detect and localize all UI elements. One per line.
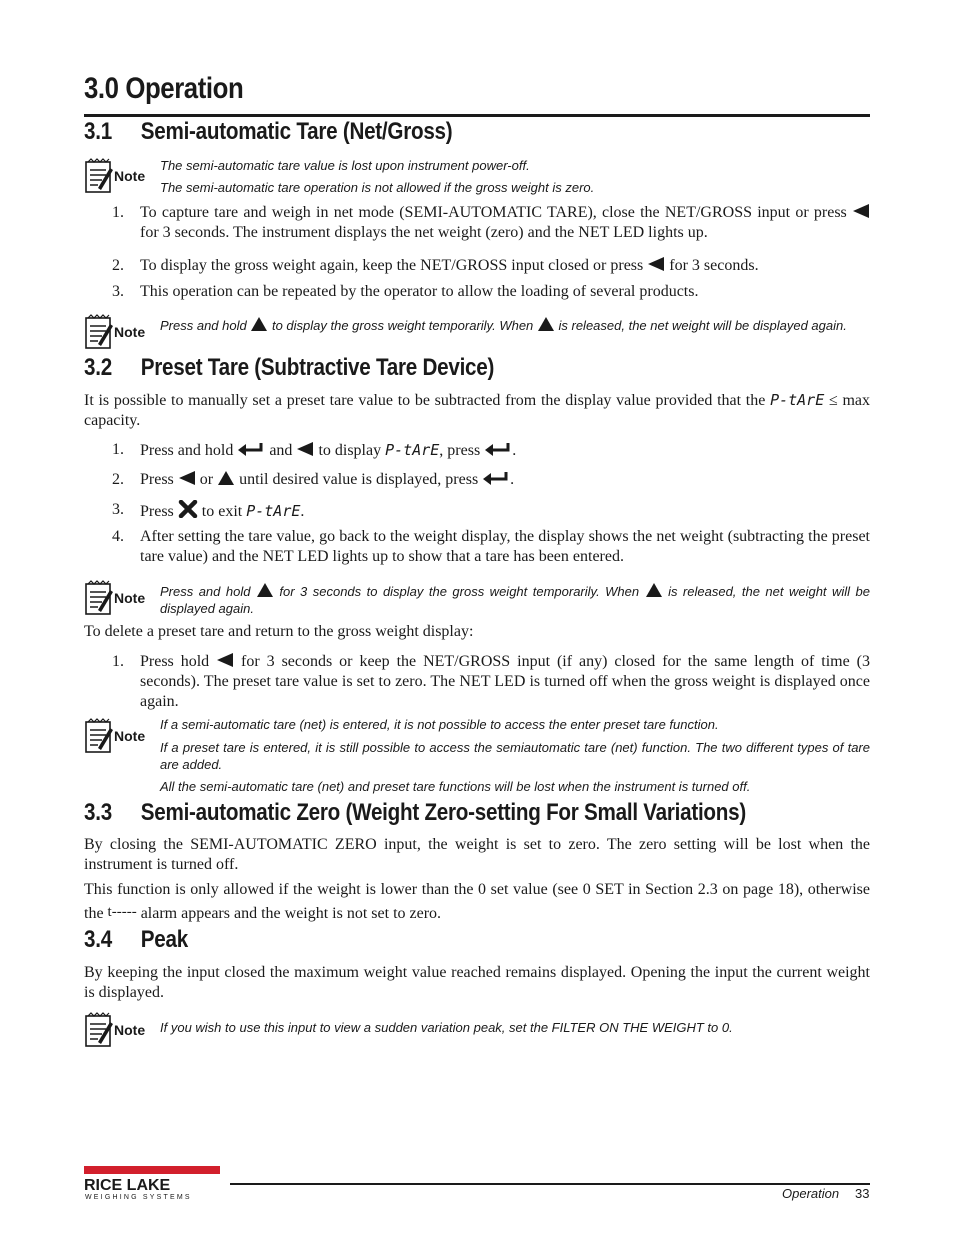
footer-rule	[230, 1183, 870, 1185]
paragraph: To delete a preset tare and return to the gross weight display:	[84, 623, 474, 640]
enter-key-icon	[484, 441, 512, 457]
page-number: 33	[855, 1186, 870, 1201]
left-arrow-icon	[647, 256, 665, 272]
list-number: 1.	[112, 441, 124, 458]
list-number: 3.	[112, 501, 124, 518]
list-item	[112, 256, 870, 276]
rice-lake-logo	[84, 1166, 224, 1200]
title-rule	[84, 114, 870, 117]
x-key-icon	[178, 500, 198, 518]
footer-section: Operation	[782, 1186, 840, 1201]
paragraph: It is possible to manually set a preset tare value to be subtracted from the display value provided that the P-tArE ≤ max capacity.	[84, 391, 871, 429]
note-text: All the semi-automatic tare (net) and preset tare functions will be lost when the instrument is turned off.	[160, 779, 751, 794]
page-title: 3.0 Operation	[84, 72, 244, 105]
up-arrow-icon	[645, 582, 663, 598]
note-text: The semi-automatic tare operation is not allowed if the gross weight is zero.	[160, 180, 595, 195]
enter-key-icon	[237, 441, 265, 457]
list-number: 2.	[112, 257, 124, 274]
list-item: 1. Press hold for 3 seconds or keep the NET/GROSS input (if any) closed for the same length of time (3 seconds). The preset tare value is set to zero. The NET LED is turned off when the gross weight is displayed once again.	[112, 653, 870, 710]
section-3-3-heading	[84, 799, 746, 827]
section-3-2-heading	[84, 354, 494, 382]
note-text: Press and hold to display the gross weight temporarily. When is released, the net weight will be displayed again.	[160, 318, 847, 333]
list-number: 1.	[112, 204, 124, 221]
display-code: t-----	[107, 904, 137, 920]
section-3-1-heading	[84, 118, 452, 146]
list-number: 1.	[112, 653, 124, 670]
left-arrow-icon	[178, 470, 196, 486]
section-3-4-heading	[84, 926, 188, 954]
section-title: Preset Tare (Subtractive Tare Device)	[140, 354, 495, 381]
section-number: 3.3	[84, 799, 112, 826]
list-item: 3. Press to exit P-tArE.	[112, 501, 305, 520]
note-text: If a semi-automatic tare (net) is entered, it is not possible to access the enter preset tare function.	[160, 717, 719, 732]
list-text: for 3 seconds.	[665, 257, 759, 274]
note-label: Note	[114, 728, 146, 744]
list-text: To display the gross weight again, keep the NET/GROSS input closed or press	[140, 257, 648, 274]
up-arrow-icon	[256, 582, 274, 598]
list-item	[112, 527, 870, 567]
list-number: 3.	[112, 283, 124, 300]
display-code: P-tArE	[385, 441, 440, 459]
paragraph: This function is only allowed if the weight is lower than the 0 set value (see 0 SET in Section 2.3 on page 18), otherwise the t----- alarm appears and the weight is not set to zero.	[84, 881, 870, 922]
note-label: Note	[114, 590, 146, 606]
section-title: Semi-automatic Zero (Weight Zero-setting For Small Variations)	[140, 799, 746, 826]
list-text: To capture tare and weigh in net mode (SEMI-AUTOMATIC TARE), close the NET/GROSS input or press	[140, 204, 852, 221]
list-text: for 3 seconds. The instrument displays the net weight (zero) and the NET LED lights up.	[140, 224, 708, 241]
note-text: Press and hold for 3 seconds to display the gross weight temporarily. When is released, the net weight will be displayed again.	[160, 584, 870, 616]
section-title: Semi-automatic Tare (Net/Gross)	[140, 118, 453, 145]
section-number: 3.4	[84, 926, 112, 953]
section-number: 3.1	[84, 118, 112, 145]
enter-key-icon	[482, 470, 510, 486]
note-label: Note	[114, 1022, 146, 1038]
section-number: 3.2	[84, 354, 112, 381]
list-item	[112, 203, 870, 243]
paragraph: By closing the SEMI-AUTOMATIC ZERO input, the weight is set to zero. The zero setting will be lost when the instrument is turned off.	[84, 836, 870, 873]
left-arrow-icon	[852, 203, 870, 219]
section-title: Peak	[140, 926, 188, 953]
up-arrow-icon	[537, 316, 555, 332]
list-text: After setting the tare value, go back to the weight display, the display shows the net weight (subtracting the preset tare value) and the NET LED lights up to show that a tare has been entered.	[140, 528, 870, 565]
list-text: This operation can be repeated by the operator to allow the loading of several products.	[140, 283, 699, 300]
note-text: If you wish to use this input to view a sudden variation peak, set the FILTER ON THE WEIGHT to 0.	[160, 1020, 733, 1035]
list-number: 4.	[112, 528, 124, 545]
paragraph: By keeping the input closed the maximum weight value reached remains displayed. Opening the input the current weight is displayed.	[84, 964, 870, 1001]
left-arrow-icon	[216, 652, 234, 668]
up-arrow-icon	[250, 316, 268, 332]
logo-subtext: WEIGHING SYSTEMS	[85, 1194, 192, 1200]
logo-text: RICE LAKE	[84, 1177, 171, 1194]
display-code: P-tArE	[246, 502, 301, 520]
up-arrow-icon	[217, 470, 235, 486]
note-text: If a preset tare is entered, it is still possible to access the semiautomatic tare (net) function. The two different types of tare are added.	[160, 740, 870, 772]
list-item	[112, 282, 870, 302]
note-text: The semi-automatic tare value is lost upon instrument power-off.	[160, 158, 530, 173]
left-arrow-icon	[296, 441, 314, 457]
display-code: P-tArE	[770, 391, 825, 409]
list-item: 2. Press or until desired value is displayed, press .	[112, 471, 515, 488]
list-number: 2.	[112, 471, 124, 488]
note-label: Note	[114, 168, 146, 184]
note-label: Note	[114, 324, 146, 340]
list-item: 1. Press and hold and to display P-tArE, press .	[112, 441, 517, 459]
